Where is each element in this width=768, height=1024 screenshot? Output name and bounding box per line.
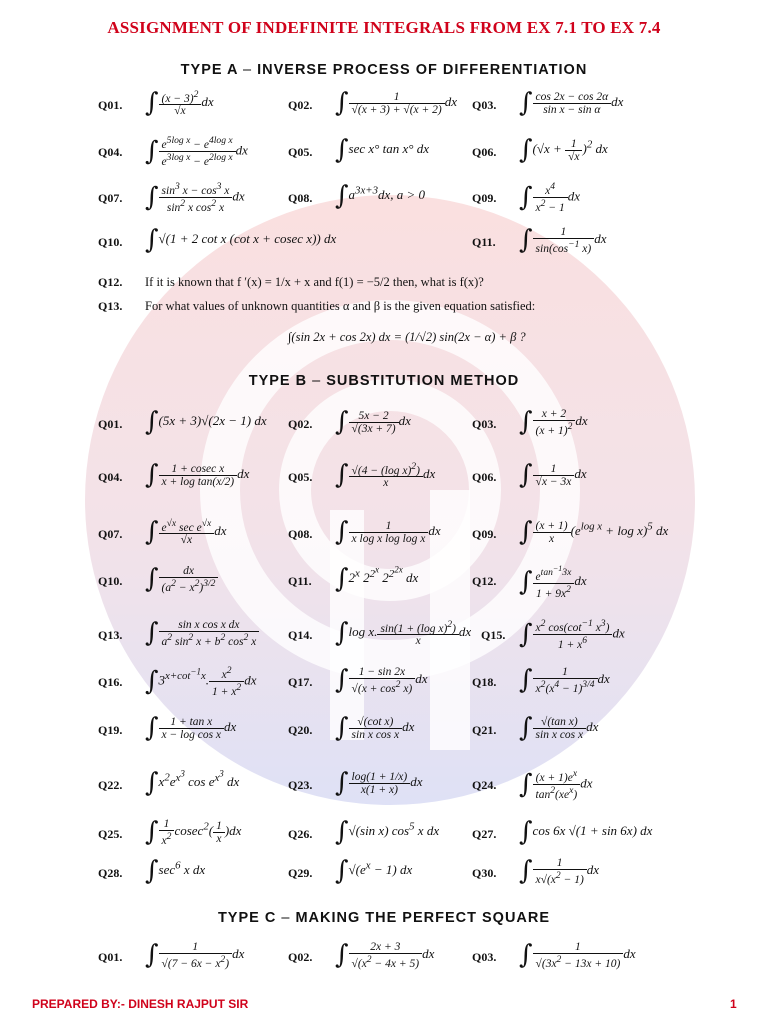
question-13-equation: ∫(sin 2x + cos 2x) dx = (1/√2) sin(2x − α) + β ? <box>288 330 526 344</box>
footer-author: PREPARED BY:- DINESH RAJPUT SIR <box>32 997 249 1011</box>
section-heading-type-c: TYPE C – MAKING THE PERFECT SQUARE <box>217 910 551 926</box>
page-number: 1 <box>730 997 737 1011</box>
section-heading-type-a: TYPE A – INVERSE PROCESS OF DIFFERENTIATION <box>180 62 588 78</box>
page-title: ASSIGNMENT OF INDEFINITE INTEGRALS FROM EX 7.1 TO EX 7.4 <box>107 18 661 37</box>
section-heading-type-b: TYPE B – SUBSTITUTION METHOD <box>248 373 520 389</box>
question-13: Q13. For what values of unknown quantities α and β is the given equation satisfied: <box>98 299 536 313</box>
question-12: Q12. If it is known that f ′(x) = 1/x + x and f(1) = −5/2 then, what is f(x)? <box>98 275 484 289</box>
